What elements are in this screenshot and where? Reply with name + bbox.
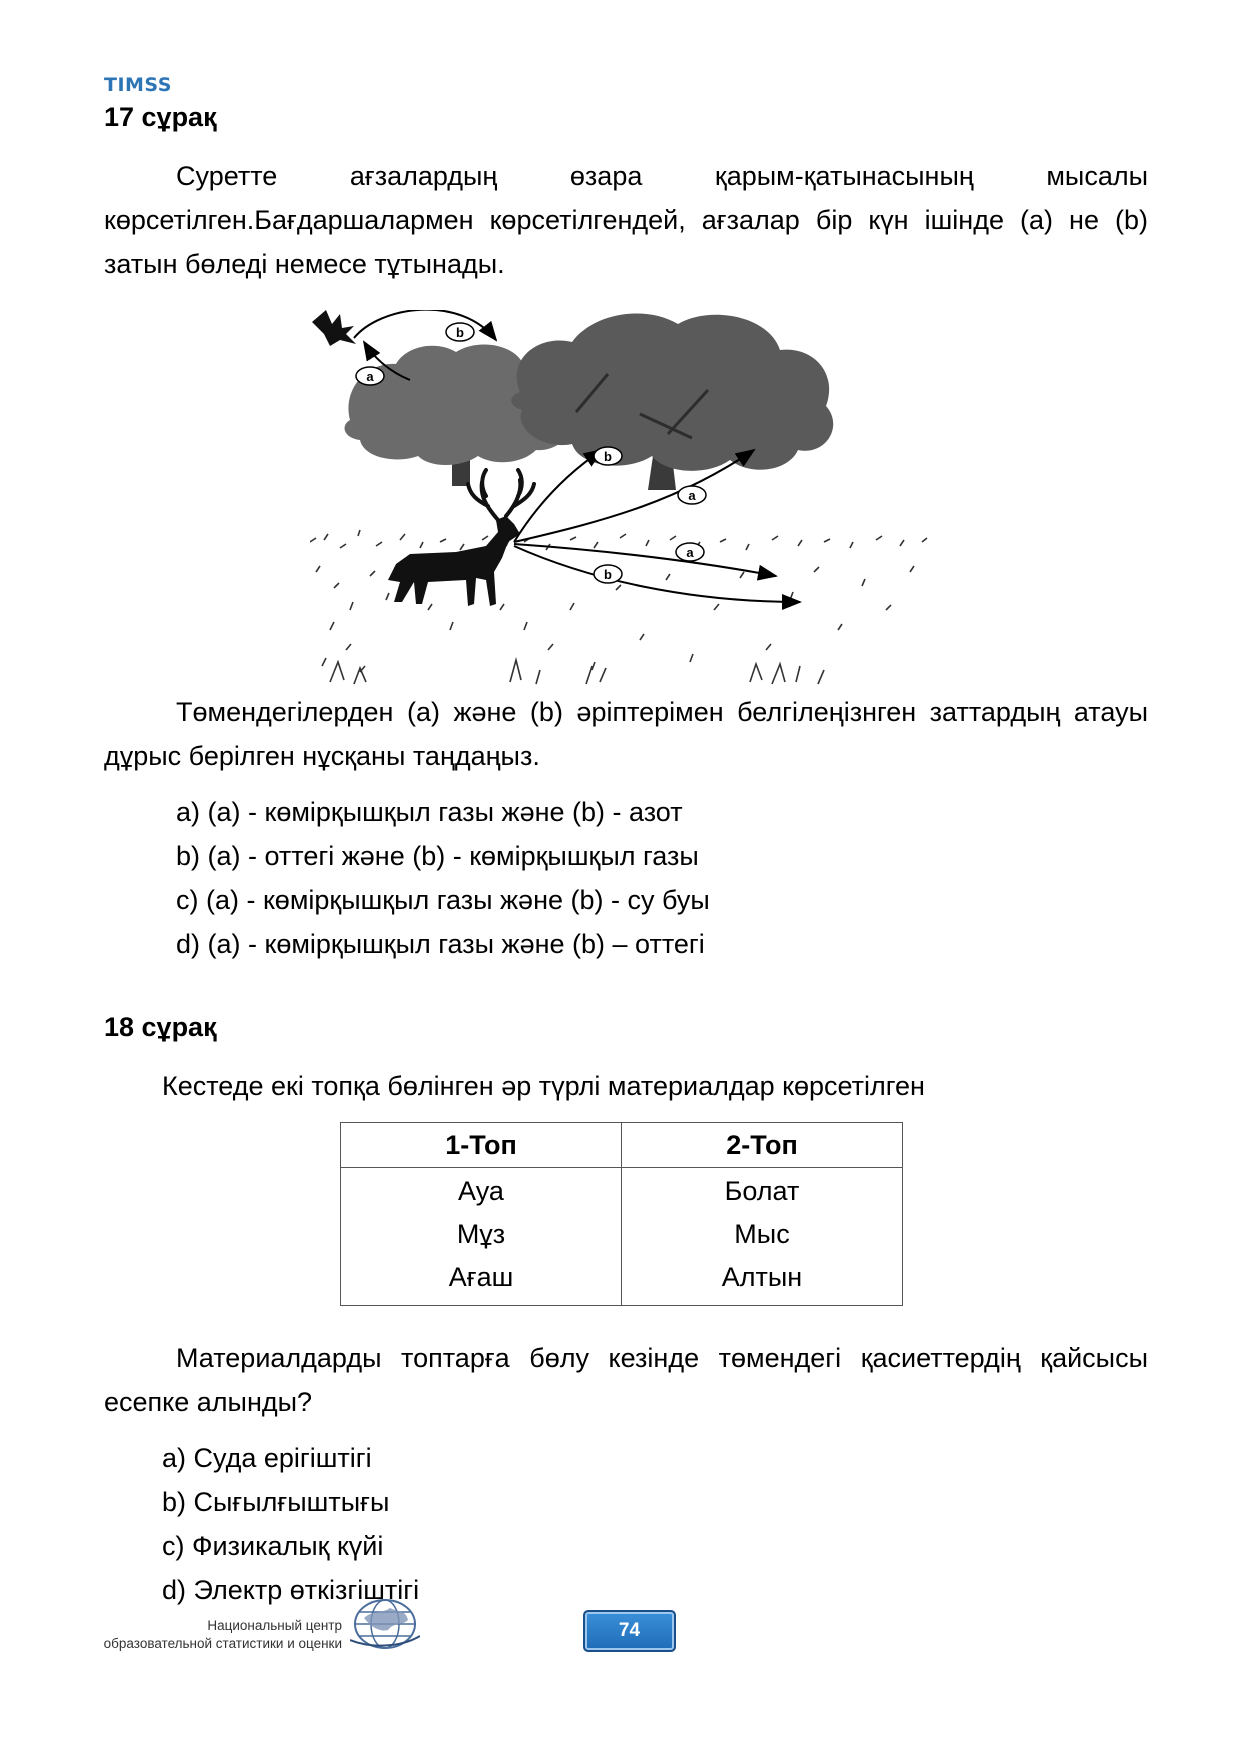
label-a-grass [676, 543, 704, 561]
q18-option-d[interactable]: d) Электр өткізгіштігі [162, 1575, 420, 1605]
q17-option-b[interactable]: b) (a) - оттегі және (b) - көмірқышқыл газы [176, 841, 699, 871]
org-line-1: Национальный центр [207, 1618, 342, 1633]
group2-cell [622, 1168, 903, 1306]
bird-icon [312, 310, 356, 346]
table-header-group2: 2-Топ [622, 1123, 903, 1168]
svg-text:b: b [456, 325, 464, 340]
group1-item: Ауа [458, 1176, 504, 1206]
question-17-intro [104, 154, 1148, 286]
table-header-row [341, 1123, 903, 1168]
question-17-intro-text: Суретте ағзалардың өзара қарым-қатынасының мысалы көрсетілген.Бағдаршалармен көрсетілгендей, ағзалар бір күн ішінде (a) не (b) затын бөледі немесе тұтынады. [104, 161, 1148, 279]
question-18-title: 18 сұрақ [104, 1012, 217, 1042]
q17-option-c[interactable]: c) (a) - көмірқышқыл газы және (b) - су буы [176, 885, 710, 915]
label-b-tree-left [594, 447, 622, 465]
question-17-options [176, 790, 710, 966]
globe-logo-icon [350, 1596, 420, 1652]
svg-text:a: a [686, 545, 694, 560]
footer-organization [96, 1617, 342, 1653]
table-row [341, 1168, 903, 1306]
label-b-bird [446, 323, 474, 341]
group1-item: Ағаш [448, 1262, 514, 1292]
question-18-prompt [104, 1336, 1148, 1424]
q17-option-d[interactable]: d) (a) - көмірқышқыл газы және (b) – оттегі [176, 929, 705, 959]
header-tag: TIMSS [104, 74, 172, 96]
table-header-group1: 1-Топ [341, 1123, 622, 1168]
svg-text:a: a [688, 488, 696, 503]
question-18-options [162, 1436, 419, 1612]
question-18-prompt-text: Материалдарды топтарға бөлу кезінде төмендегі қасиеттердің қайсысы есепке алынды? [104, 1343, 1148, 1417]
svg-text:b: b [604, 567, 612, 582]
large-tree [511, 314, 833, 490]
svg-text:b: b [604, 449, 612, 464]
label-a-bird [356, 367, 384, 385]
group2-item: Алтын [721, 1262, 803, 1292]
ecosystem-figure [310, 310, 930, 686]
question-18-intro: Кестеде екі топқа бөлінген әр түрлі материалдар көрсетілген [162, 1071, 925, 1101]
q18-option-c[interactable]: c) Физикалық күйі [162, 1531, 384, 1561]
org-line-2: образовательной статистики и оценки [103, 1636, 342, 1651]
svg-text:a: a [366, 369, 374, 384]
question-17-prompt [104, 690, 1148, 778]
label-b-grass [594, 565, 622, 583]
q17-option-a[interactable]: a) (a) - көмірқышқыл газы және (b) - азот [176, 797, 683, 827]
q18-option-b[interactable]: b) Сығылғыштығы [162, 1487, 390, 1517]
group2-item: Болат [724, 1176, 800, 1206]
question-17-prompt-text: Төмендегілерден (a) және (b) әріптерімен белгілеңізнген заттардың атауы дұрыс берілген нұсқаны таңдаңыз. [104, 697, 1148, 771]
group1-item: Мұз [456, 1219, 506, 1249]
deer-icon [388, 470, 534, 606]
label-a-tree-right [678, 486, 706, 504]
page-number: 74 [583, 1610, 676, 1652]
question-17-title: 17 сұрақ [104, 102, 217, 132]
materials-table [340, 1122, 903, 1306]
group1-cell [341, 1168, 622, 1306]
group2-item: Мыс [734, 1219, 790, 1249]
q18-option-a[interactable]: a) Суда ерігіштігі [162, 1443, 372, 1473]
